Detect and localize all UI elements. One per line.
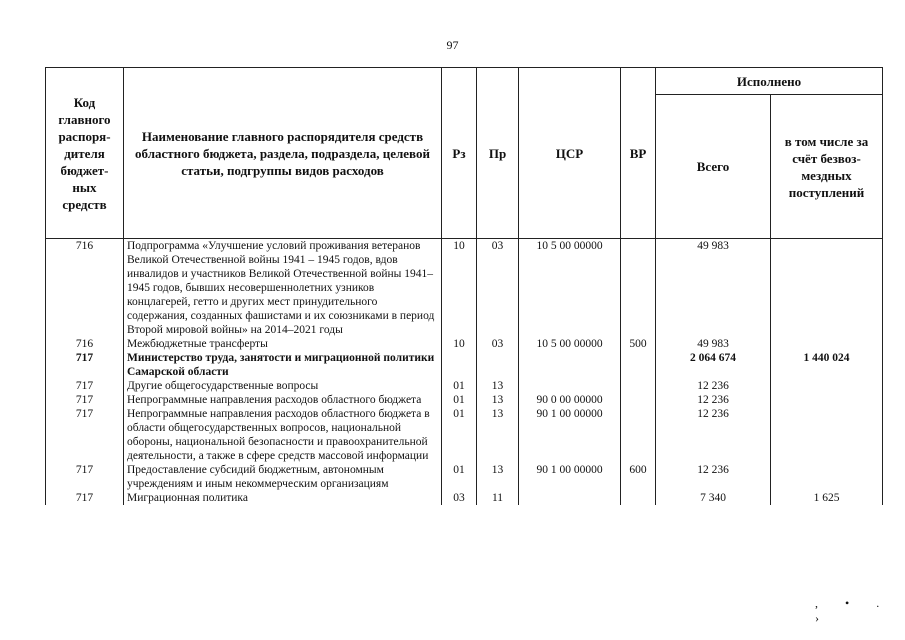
cell-pr: 03 [477, 239, 519, 338]
cell-vr [621, 351, 656, 379]
cell-name: Миграционная политика [124, 491, 442, 505]
header-csr: ЦСР [519, 68, 621, 239]
table-row [46, 393, 883, 407]
header-vr: ВР [621, 68, 656, 239]
header-code: Код главного распоря-дителя бюджет-ных средств [46, 68, 124, 239]
cell-rz: 10 [442, 337, 477, 351]
cell-pr: 13 [477, 407, 519, 463]
cell-name: Предоставление субсидий бюджетным, автономным учреждениям и иным некоммерческим организациям [124, 463, 442, 491]
header-gratuitous: в том числе за счёт безвоз-мездных поступлений [771, 95, 883, 239]
cell-gratuitous: 1 440 024 [771, 351, 883, 379]
cell-pr: 03 [477, 337, 519, 351]
cell-rz: 01 [442, 463, 477, 491]
cell-total: 49 983 [656, 337, 771, 351]
table-row [46, 491, 883, 505]
cell-gratuitous [771, 239, 883, 338]
cell-csr [519, 379, 621, 393]
cell-code: 717 [46, 379, 124, 393]
cell-code: 717 [46, 393, 124, 407]
cell-rz: 01 [442, 407, 477, 463]
header-total: Всего [656, 95, 771, 239]
table-body [46, 239, 883, 506]
header-rz: Рз [442, 68, 477, 239]
cell-pr: 11 [477, 491, 519, 505]
table-row [46, 407, 883, 463]
cell-name: Другие общегосударственные вопросы [124, 379, 442, 393]
scan-marks: , • . › [815, 596, 892, 625]
cell-pr: 13 [477, 463, 519, 491]
cell-name: Межбюджетные трансферты [124, 337, 442, 351]
cell-pr: 13 [477, 393, 519, 407]
cell-total: 2 064 674 [656, 351, 771, 379]
cell-csr: 90 1 00 00000 [519, 407, 621, 463]
table-row [46, 239, 883, 338]
cell-rz: 01 [442, 379, 477, 393]
header-pr: Пр [477, 68, 519, 239]
cell-code: 716 [46, 337, 124, 351]
table-row [46, 379, 883, 393]
cell-total: 12 236 [656, 407, 771, 463]
header-executed: Исполнено [656, 68, 883, 95]
table-header [46, 68, 883, 239]
cell-vr [621, 379, 656, 393]
cell-csr [519, 491, 621, 505]
cell-total: 12 236 [656, 393, 771, 407]
cell-vr [621, 491, 656, 505]
cell-pr: 13 [477, 379, 519, 393]
cell-gratuitous [771, 407, 883, 463]
cell-gratuitous [771, 379, 883, 393]
cell-code: 717 [46, 407, 124, 463]
cell-rz: 03 [442, 491, 477, 505]
cell-vr [621, 407, 656, 463]
cell-gratuitous: 1 625 [771, 491, 883, 505]
cell-name: Непрограммные направления расходов областного бюджета в области общегосударственных вопросов, национальной обороны, национальной безопасности и правоохранительной деятельности, а также в сфере средств массовой информации [124, 407, 442, 463]
cell-name: Подпрограмма «Улучшение условий проживания ветеранов Великой Отечественной войны 1941 – 1945 годов, вдов инвалидов и участников Великой Отечественной войны 1941–1945 годов, бывших несовершеннолетних узников концлагерей, гетто и других мест принудительного содержания, созданных фашистами и их союзниками в период Второй мировой войны» на 2014–2021 годы [124, 239, 442, 338]
cell-vr [621, 393, 656, 407]
cell-csr: 90 1 00 00000 [519, 463, 621, 491]
table-row [46, 351, 883, 379]
cell-vr: 500 [621, 337, 656, 351]
cell-csr: 10 5 00 00000 [519, 239, 621, 338]
cell-rz: 10 [442, 239, 477, 338]
cell-vr: 600 [621, 463, 656, 491]
cell-rz [442, 351, 477, 379]
cell-code: 717 [46, 463, 124, 491]
cell-total: 12 236 [656, 463, 771, 491]
budget-table [45, 67, 883, 505]
cell-code: 716 [46, 239, 124, 338]
cell-gratuitous [771, 337, 883, 351]
cell-total: 49 983 [656, 239, 771, 338]
cell-rz: 01 [442, 393, 477, 407]
cell-code: 717 [46, 351, 124, 379]
page-number: 97 [446, 38, 459, 52]
cell-name: Министерство труда, занятости и миграционной политики Самарской области [124, 351, 442, 379]
cell-total: 12 236 [656, 379, 771, 393]
cell-vr [621, 239, 656, 338]
cell-csr: 90 0 00 00000 [519, 393, 621, 407]
header-name: Наименование главного распорядителя средств областного бюджета, раздела, подраздела, целевой статьи, подгруппы видов расходов [124, 68, 442, 239]
cell-pr [477, 351, 519, 379]
cell-gratuitous [771, 393, 883, 407]
cell-csr [519, 351, 621, 379]
table-row [46, 337, 883, 351]
cell-total: 7 340 [656, 491, 771, 505]
cell-name: Непрограммные направления расходов областного бюджета [124, 393, 442, 407]
cell-code: 717 [46, 491, 124, 505]
cell-csr: 10 5 00 00000 [519, 337, 621, 351]
table-row [46, 463, 883, 491]
cell-gratuitous [771, 463, 883, 491]
